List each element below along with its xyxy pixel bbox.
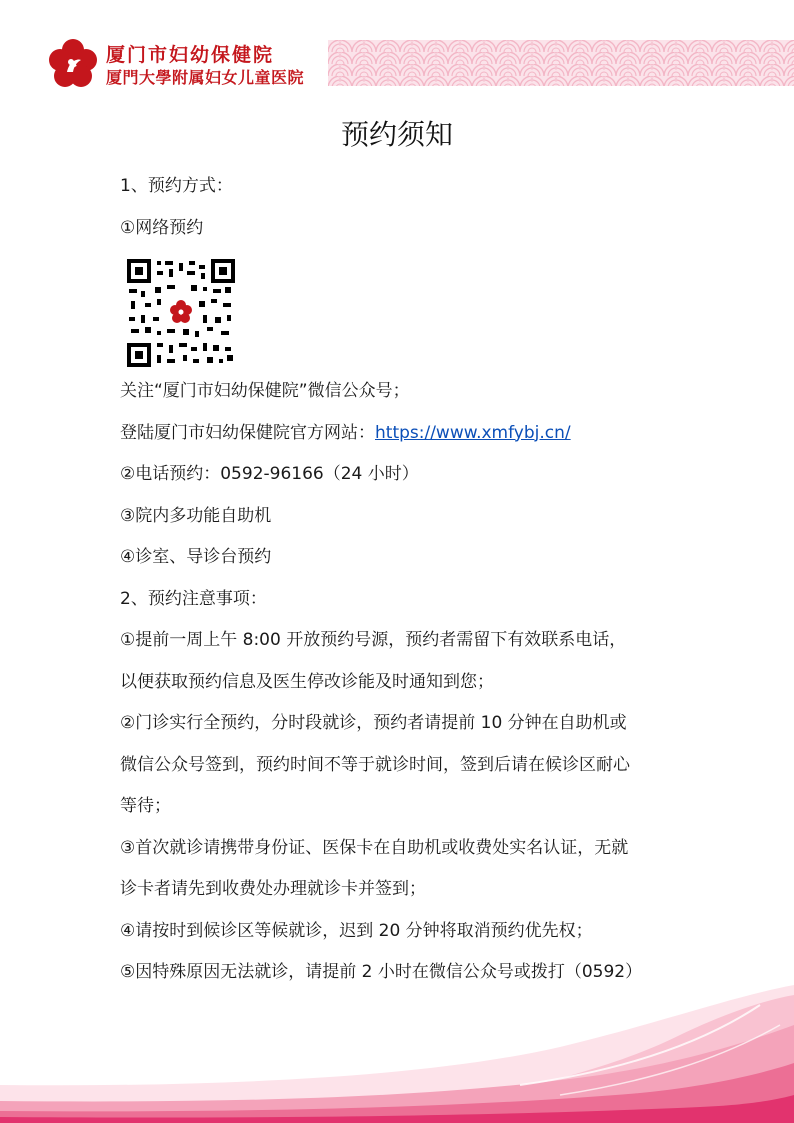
website-prefix: 登陆厦门市妇幼保健院官方网站： — [120, 422, 375, 443]
page-header — [0, 0, 794, 100]
follow-wechat-text: 关注“厦门市妇幼保健院”微信公众号； — [120, 381, 410, 401]
notice-line: ③首次就诊请携带身份证、医保卡在自助机或收费处实名认证，无就 — [120, 837, 629, 858]
notice-line: ④请按时到候诊区等候就诊，迟到 20 分钟将取消预约优先权； — [120, 920, 593, 941]
notice-line: ⑤因特殊原因无法就诊，请提前 2 小时在微信公众号或拨打（0592） — [120, 962, 643, 982]
notice-line: ②门诊实行全预约，分时段就诊，预约者请提前 10 分钟在自助机或 — [120, 713, 627, 733]
notice-line: 以便获取预约信息及医生停改诊能及时通知到您； — [120, 671, 494, 692]
section2-heading: 2、预约注意事项： — [120, 588, 267, 609]
clinic-booking-item: ④诊室、导诊台预约 — [120, 547, 272, 567]
decorative-footer-wave — [0, 975, 794, 1123]
org-subtitle: 厦門大學附属妇女儿童医院 — [106, 68, 305, 87]
online-booking-item: ①网络预约 — [120, 217, 204, 238]
phone-booking-item: ②电话预约：0592-96166（24 小时） — [120, 464, 419, 484]
notice-line: 诊卡者请先到收费处办理就诊卡并签到； — [120, 879, 426, 899]
page-title: 预约须知 — [340, 118, 453, 151]
notice-line: ①提前一周上午 8:00 开放预约号源，预约者需留下有效联系电话， — [120, 630, 627, 650]
qr-code-icon[interactable] — [127, 259, 235, 367]
document-body — [120, 166, 680, 994]
org-name: 厦门市妇幼保健院 — [106, 44, 275, 66]
website-line — [120, 413, 680, 455]
decorative-wave-band — [328, 40, 794, 86]
notice-line: 等待； — [120, 796, 171, 816]
section1-heading: 1、预约方式： — [120, 176, 233, 196]
cherry-blossom-logo-icon — [47, 38, 99, 90]
notice-line: 微信公众号签到，预约时间不等于就诊时间，签到后请在候诊区耐心 — [120, 754, 630, 775]
website-link[interactable]: https://www.xmfybj.cn/ — [375, 422, 571, 443]
kiosk-booking-item: ③院内多功能自助机 — [120, 505, 272, 526]
